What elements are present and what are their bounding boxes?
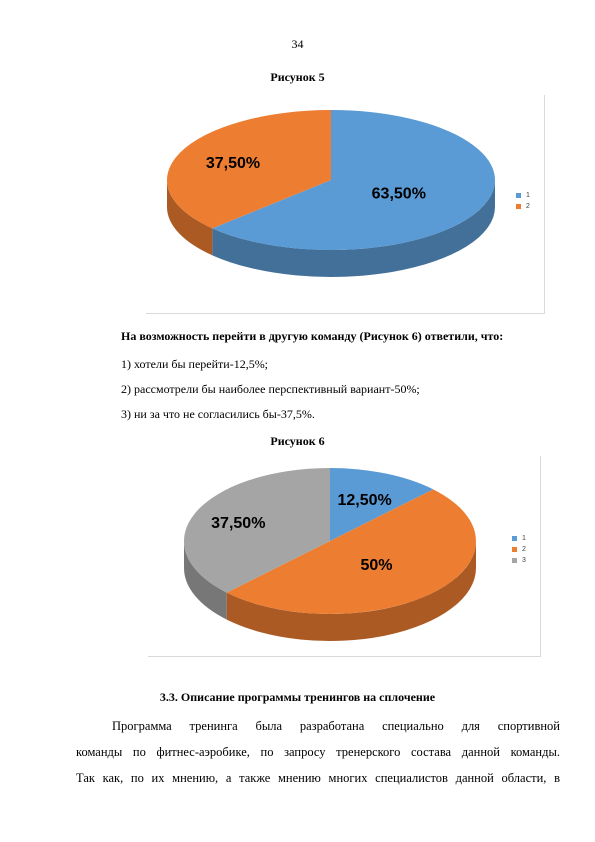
legend-item-2 xyxy=(512,546,526,553)
figure-5-pie-svg xyxy=(146,95,544,313)
pie-label-1: 12,50% xyxy=(337,492,392,510)
pie-label-2: 37,50% xyxy=(205,155,261,173)
legend-item-2 xyxy=(516,203,530,210)
page-number: 34 xyxy=(291,37,304,51)
figure-5-legend xyxy=(516,192,530,210)
pie-label-1: 63,50% xyxy=(371,185,426,203)
figure-6-chart xyxy=(148,456,541,657)
figure-6-legend xyxy=(512,535,526,564)
legend-label-2: 2 xyxy=(522,546,526,553)
list-item-3: 3) ни за что не согласились бы-37,5%. xyxy=(121,407,315,421)
legend-item-1 xyxy=(512,535,526,542)
paragraph-line-1: Программа тренинга была разработана специально для спортивной xyxy=(112,719,560,733)
legend-swatch-1 xyxy=(516,193,521,198)
legend-swatch-2 xyxy=(516,204,521,209)
figure-5-caption: Рисунок 5 xyxy=(270,70,325,84)
intro-text: На возможность перейти в другую команду (Рисунок 6) ответили, что: xyxy=(121,329,504,343)
figure-6-pie-svg xyxy=(148,456,540,656)
paragraph-line-3: Так как, по их мнению, а также мнению многих специалистов данной области, в xyxy=(76,771,560,785)
figure-5-chart xyxy=(146,95,545,314)
legend-swatch-1 xyxy=(512,536,517,541)
legend-label-3: 3 xyxy=(522,557,526,564)
section-title: 3.3. Описание программы тренингов на сплочение xyxy=(159,690,436,704)
legend-swatch-2 xyxy=(512,547,517,552)
paragraph-line-2: команды по фитнес-аэробике, по запросу тренерского состава данной команды. xyxy=(76,745,560,759)
paragraph xyxy=(76,713,560,791)
list-item-1: 1) хотели бы перейти-12,5%; xyxy=(121,357,269,371)
legend-item-3 xyxy=(512,557,526,564)
pie-label-2: 50% xyxy=(360,557,393,575)
legend-label-1: 1 xyxy=(522,535,526,542)
list-item-2: 2) рассмотрели бы наиболее перспективный вариант-50%; xyxy=(121,382,420,396)
legend-label-1: 1 xyxy=(526,192,530,199)
figure-6-caption: Рисунок 6 xyxy=(270,434,325,448)
pie-label-3: 37,50% xyxy=(211,515,266,532)
legend-item-1 xyxy=(516,192,530,199)
legend-label-2: 2 xyxy=(526,203,530,210)
legend-swatch-3 xyxy=(512,558,517,563)
